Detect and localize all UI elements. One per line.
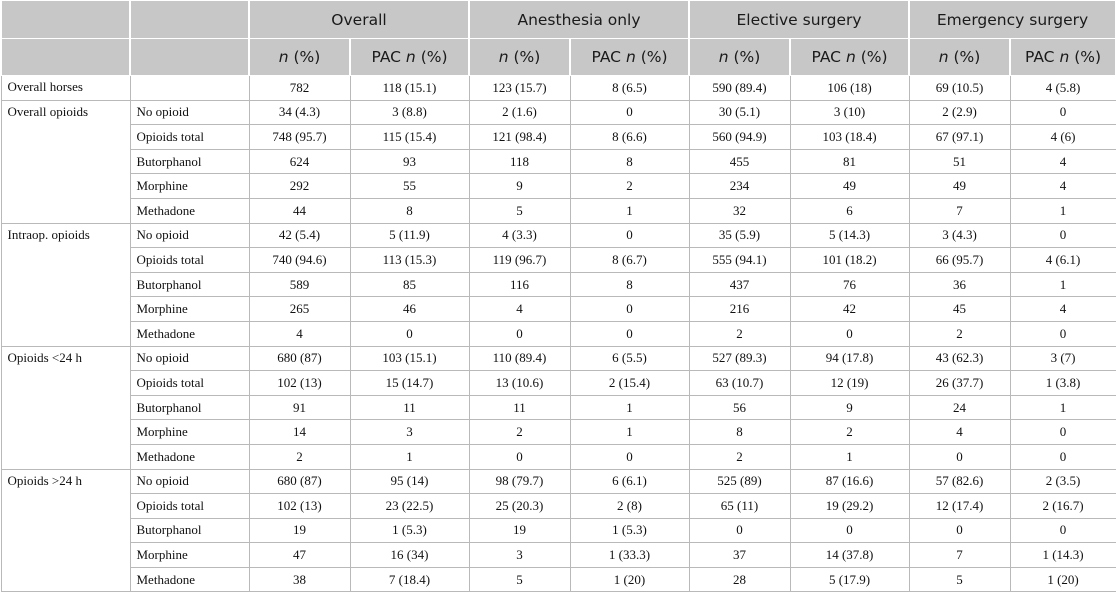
row-label: Methadone [130,198,249,223]
table-cell: 81 [790,149,909,174]
header-pac-n-percent [790,39,909,76]
table-cell: 2 (3.5) [1010,469,1116,494]
table-cell: 1 [1010,395,1116,420]
row-label: Methadone [130,321,249,346]
table-cell: 234 [689,174,790,199]
table-cell: 1 [1010,198,1116,223]
table-cell: 560 (94.9) [689,125,790,150]
row-label: Butorphanol [130,272,249,297]
table-cell: 2 [689,321,790,346]
table-cell: 45 [909,297,1010,322]
table-cell: 13 (10.6) [469,371,570,396]
table-cell: 67 (97.1) [909,125,1010,150]
table-cell: 4 [909,420,1010,445]
table-cell: 1 (14.3) [1010,543,1116,568]
table-cell: 11 [469,395,570,420]
table-cell: 11 [350,395,469,420]
table-row [1,494,1116,519]
table-cell: 118 [469,149,570,174]
table-cell: 216 [689,297,790,322]
header-percent-label: (%) [733,48,761,66]
row-label: Opioids total [130,125,249,150]
table-row [1,198,1116,223]
header-pac-label: PAC [811,48,842,66]
table-cell: 24 [909,395,1010,420]
table-cell: 6 (6.1) [570,469,689,494]
table-cell: 0 [570,297,689,322]
table-cell: 14 [249,420,350,445]
table-cell: 5 (17.9) [790,567,909,592]
table-cell: 57 (82.6) [909,469,1010,494]
table-cell: 66 (95.7) [909,248,1010,273]
header-n-symbol: n [845,48,856,66]
table-cell: 8 (6.7) [570,248,689,273]
table-row [1,76,1116,101]
table-cell: 25 (20.3) [469,494,570,519]
table-row [1,346,1116,371]
header-n-symbol: n [1059,48,1070,66]
table-row [1,272,1116,297]
header-n-symbol: n [625,48,636,66]
table-cell: 5 (14.3) [790,223,909,248]
header-group-emergency-surgery: Emergency surgery [909,1,1116,39]
table-cell: 1 [1010,272,1116,297]
table-cell: 23 (22.5) [350,494,469,519]
row-label [130,76,249,101]
row-label: Opioids total [130,494,249,519]
table-cell: 93 [350,149,469,174]
table-cell: 8 [570,149,689,174]
table-cell: 455 [689,149,790,174]
table-cell: 69 (10.5) [909,76,1010,101]
header-n-symbol: n [278,48,289,66]
table-cell: 0 [1010,100,1116,125]
table-cell: 1 (20) [570,567,689,592]
table-cell: 119 (96.7) [469,248,570,273]
table-cell: 4 [469,297,570,322]
table-cell: 42 [790,297,909,322]
header-blank-cell [130,1,249,39]
table-cell: 36 [909,272,1010,297]
table-cell: 1 (3.8) [1010,371,1116,396]
row-label: Methadone [130,444,249,469]
table-cell: 0 [790,518,909,543]
table-row [1,395,1116,420]
table-cell: 4 [1010,174,1116,199]
table-cell: 6 (5.5) [570,346,689,371]
table-cell: 0 [1010,223,1116,248]
table-cell: 3 (10) [790,100,909,125]
table-cell: 8 [689,420,790,445]
table-cell: 1 [570,198,689,223]
table-cell: 0 [1010,321,1116,346]
table-cell: 0 [1010,444,1116,469]
row-label: No opioid [130,100,249,125]
header-group-anesthesia-only: Anesthesia only [469,1,689,39]
table-cell: 118 (15.1) [350,76,469,101]
header-sub-row [1,39,1116,76]
table-cell: 0 [909,518,1010,543]
header-percent-label: (%) [860,48,888,66]
table-cell: 680 (87) [249,346,350,371]
table-row [1,297,1116,322]
table-cell: 4 (6.1) [1010,248,1116,273]
table-cell: 3 [350,420,469,445]
table-cell: 4 (6) [1010,125,1116,150]
table-cell: 1 [350,444,469,469]
table-cell: 555 (94.1) [689,248,790,273]
table-cell: 37 [689,543,790,568]
table-cell: 76 [790,272,909,297]
row-group-label: Overall opioids [1,100,130,223]
table-cell: 0 [1010,420,1116,445]
table-cell: 4 [1010,149,1116,174]
row-label: Methadone [130,567,249,592]
table-cell: 12 (17.4) [909,494,1010,519]
table-cell: 16 (34) [350,543,469,568]
table-cell: 49 [909,174,1010,199]
header-percent-label: (%) [513,48,541,66]
row-group-label: Intraop. opioids [1,223,130,346]
row-label: Morphine [130,543,249,568]
table-cell: 2 (16.7) [1010,494,1116,519]
table-cell: 85 [350,272,469,297]
table-cell: 91 [249,395,350,420]
table-cell: 5 [909,567,1010,592]
table-cell: 2 (1.6) [469,100,570,125]
table-cell: 1 (20) [1010,567,1116,592]
table-cell: 0 [909,444,1010,469]
header-percent-label: (%) [420,48,448,66]
header-percent-label: (%) [293,48,321,66]
table-cell: 2 (15.4) [570,371,689,396]
table-cell: 525 (89) [689,469,790,494]
table-cell: 3 (4.3) [909,223,1010,248]
header-group-elective-surgery: Elective surgery [689,1,909,39]
table-cell: 3 (8.8) [350,100,469,125]
table-cell: 2 [689,444,790,469]
table-cell: 9 [469,174,570,199]
table-cell: 0 [570,100,689,125]
header-n-percent [469,39,570,76]
table-cell: 101 (18.2) [790,248,909,273]
header-percent-label: (%) [1074,48,1102,66]
header-n-symbol: n [405,48,416,66]
table-cell: 63 (10.7) [689,371,790,396]
table-cell: 98 (79.7) [469,469,570,494]
table-row [1,223,1116,248]
row-label: Butorphanol [130,518,249,543]
row-group-label: Opioids >24 h [1,469,130,592]
table-cell: 7 [909,198,1010,223]
table-cell: 6 [790,198,909,223]
header-percent-label: (%) [953,48,981,66]
table-cell: 103 (15.1) [350,346,469,371]
table-cell: 19 (29.2) [790,494,909,519]
table-cell: 30 (5.1) [689,100,790,125]
row-label: No opioid [130,469,249,494]
table-cell: 44 [249,198,350,223]
table-cell: 265 [249,297,350,322]
table-cell: 55 [350,174,469,199]
header-blank-cell [1,1,130,39]
row-label: Butorphanol [130,395,249,420]
table-cell: 4 (3.3) [469,223,570,248]
table-cell: 2 [469,420,570,445]
table-cell: 5 [469,198,570,223]
table-cell: 38 [249,567,350,592]
row-group-label: Opioids <24 h [1,346,130,469]
table-cell: 1 [790,444,909,469]
table-cell: 42 (5.4) [249,223,350,248]
table-row [1,248,1116,273]
table-cell: 102 (13) [249,371,350,396]
table-row [1,321,1116,346]
table-cell: 9 [790,395,909,420]
table-cell: 3 (7) [1010,346,1116,371]
table-cell: 8 (6.5) [570,76,689,101]
table-cell: 2 [249,444,350,469]
table-cell: 19 [469,518,570,543]
table-cell: 95 (14) [350,469,469,494]
table-cell: 0 [1010,518,1116,543]
table-row [1,125,1116,150]
header-group-row [1,1,1116,39]
table-cell: 115 (15.4) [350,125,469,150]
table-cell: 437 [689,272,790,297]
table-cell: 1 (5.3) [350,518,469,543]
table-row [1,543,1116,568]
table-cell: 4 [249,321,350,346]
table-cell: 7 (18.4) [350,567,469,592]
header-pac-n-percent [1010,39,1116,76]
table-cell: 26 (37.7) [909,371,1010,396]
header-pac-n-percent [570,39,689,76]
table-cell: 0 [469,444,570,469]
table-cell: 8 [350,198,469,223]
table-cell: 102 (13) [249,494,350,519]
table-row [1,518,1116,543]
header-pac-n-percent [350,39,469,76]
table-cell: 87 (16.6) [790,469,909,494]
table-row [1,420,1116,445]
table-cell: 56 [689,395,790,420]
table-cell: 1 [570,420,689,445]
table-cell: 292 [249,174,350,199]
header-blank-cell [1,39,130,76]
table-cell: 113 (15.3) [350,248,469,273]
table-cell: 103 (18.4) [790,125,909,150]
table-cell: 2 [909,321,1010,346]
table-cell: 748 (95.7) [249,125,350,150]
table-cell: 47 [249,543,350,568]
table-cell: 0 [469,321,570,346]
table-cell: 19 [249,518,350,543]
header-pac-label: PAC [591,48,621,66]
table-cell: 5 [469,567,570,592]
table-cell: 0 [350,321,469,346]
header-n-symbol: n [938,48,949,66]
row-label: Morphine [130,297,249,322]
row-label: No opioid [130,346,249,371]
header-pac-label: PAC [1025,48,1055,66]
table-cell: 12 (19) [790,371,909,396]
table-cell: 2 (2.9) [909,100,1010,125]
table-body [1,76,1116,592]
table-row [1,174,1116,199]
table-cell: 0 [570,223,689,248]
table-cell: 527 (89.3) [689,346,790,371]
table-cell: 4 (5.8) [1010,76,1116,101]
table-cell: 65 (11) [689,494,790,519]
table-cell: 35 (5.9) [689,223,790,248]
row-label: No opioid [130,223,249,248]
table-row [1,444,1116,469]
table-cell: 3 [469,543,570,568]
table-cell: 740 (94.6) [249,248,350,273]
table-cell: 1 (33.3) [570,543,689,568]
header-group-overall: Overall [249,1,469,39]
header-percent-label: (%) [640,48,668,66]
table-cell: 34 (4.3) [249,100,350,125]
table-cell: 1 [570,395,689,420]
table-cell: 51 [909,149,1010,174]
table-header [1,1,1116,76]
row-label: Morphine [130,420,249,445]
table-cell: 7 [909,543,1010,568]
table-cell: 32 [689,198,790,223]
table-row [1,567,1116,592]
header-blank-cell [130,39,249,76]
table-cell: 4 [1010,297,1116,322]
table-cell: 2 [790,420,909,445]
header-n-symbol: n [718,48,729,66]
table-cell: 49 [790,174,909,199]
table-row [1,100,1116,125]
table-cell: 121 (98.4) [469,125,570,150]
table-cell: 782 [249,76,350,101]
header-n-percent [249,39,350,76]
table-cell: 110 (89.4) [469,346,570,371]
table-cell: 624 [249,149,350,174]
table-cell: 94 (17.8) [790,346,909,371]
table-cell: 8 (6.6) [570,125,689,150]
table-cell: 106 (18) [790,76,909,101]
header-n-symbol: n [498,48,509,66]
header-n-percent [909,39,1010,76]
table-cell: 116 [469,272,570,297]
table-cell: 1 (5.3) [570,518,689,543]
table-cell: 123 (15.7) [469,76,570,101]
table-cell: 0 [570,444,689,469]
table-cell: 28 [689,567,790,592]
table-row [1,149,1116,174]
row-label: Opioids total [130,248,249,273]
table-cell: 43 (62.3) [909,346,1010,371]
table-cell: 46 [350,297,469,322]
row-group-label: Overall horses [1,76,130,101]
table-row [1,469,1116,494]
table-row [1,371,1116,396]
table-cell: 8 [570,272,689,297]
row-label: Opioids total [130,371,249,396]
row-label: Morphine [130,174,249,199]
table-cell: 590 (89.4) [689,76,790,101]
table-cell: 0 [790,321,909,346]
table-cell: 2 (8) [570,494,689,519]
table-cell: 589 [249,272,350,297]
table-cell: 15 (14.7) [350,371,469,396]
table-cell: 0 [570,321,689,346]
table-cell: 5 (11.9) [350,223,469,248]
header-pac-label: PAC [371,48,401,66]
row-label: Butorphanol [130,149,249,174]
table-cell: 2 [570,174,689,199]
table-cell: 0 [689,518,790,543]
table-cell: 14 (37.8) [790,543,909,568]
header-n-percent [689,39,790,76]
table-cell: 680 (87) [249,469,350,494]
